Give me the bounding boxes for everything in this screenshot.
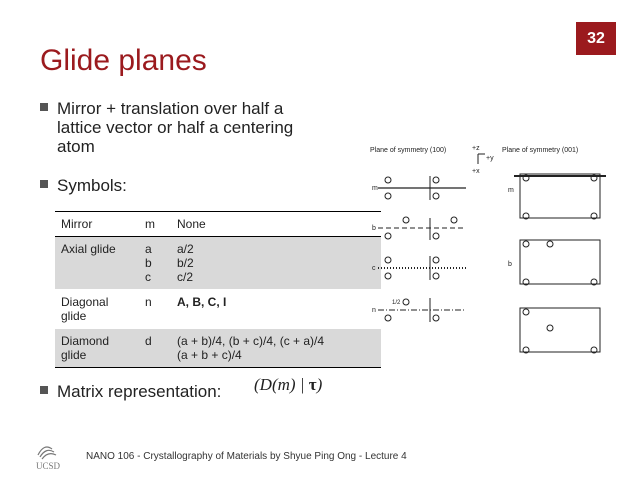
logo-text: UCSD [36, 461, 61, 471]
row-symbol: a b c [139, 237, 171, 290]
label-b-001: b [508, 261, 512, 268]
atom-circle [403, 299, 409, 305]
bullet-matrix: Matrix representation: [40, 382, 221, 401]
row-name: Mirror [55, 212, 139, 237]
row-translation: (a + b)/4, (b + c)/4, (c + a)/4 (a + b + c)/4 [171, 329, 381, 368]
atom-circle [385, 257, 391, 263]
bullet-marker [40, 180, 48, 188]
row-translation: None [171, 212, 381, 237]
ucsd-logo-icon [30, 441, 75, 471]
axis-x-label: +x [472, 168, 480, 175]
atom-circle [403, 217, 409, 223]
matrix-formula: (D(m) | τ) [254, 375, 323, 394]
atom-circle [547, 241, 553, 247]
atom-circle [523, 241, 529, 247]
cell-rect [520, 308, 600, 352]
cell-rect [520, 174, 600, 218]
label-m-001: m [508, 187, 514, 194]
bullet-marker [40, 103, 48, 111]
row-translation: a/2 b/2 c/2 [171, 237, 381, 290]
atom-circle [385, 315, 391, 321]
glide-symbol-table [55, 211, 381, 368]
label-n: n [372, 307, 376, 314]
cell-rect [520, 240, 600, 284]
label-m: m [372, 185, 378, 192]
table-row [55, 290, 381, 329]
row-name: Axial glide [55, 237, 139, 290]
atom-circle [433, 257, 439, 263]
footer-text: NANO 106 - Crystallography of Materials by Shyue Ping Ong - Lecture 4 [86, 451, 407, 462]
atom-circle [385, 193, 391, 199]
slide-title: Glide planes [40, 44, 207, 77]
atom-circle [451, 217, 457, 223]
atom-circle [385, 177, 391, 183]
atom-circle [523, 309, 529, 315]
row-name: Diamond glide [55, 329, 139, 368]
atom-circle [433, 233, 439, 239]
row-symbol: d [139, 329, 171, 368]
atom-circle [433, 315, 439, 321]
bullet-marker [40, 386, 48, 394]
row-symbol: m [139, 212, 171, 237]
atom-circle [547, 325, 553, 331]
row-translation: A, B, C, I [171, 290, 381, 329]
label-c: c [372, 265, 376, 272]
axis-z-label: +z [472, 145, 480, 152]
axis-y-label: +y [486, 155, 494, 162]
slide-number: 32 [576, 22, 616, 55]
table-row [55, 237, 381, 290]
label-b: b [372, 225, 376, 232]
plane-100-label: Plane of symmetry (100) [370, 147, 447, 154]
table-row [55, 212, 381, 237]
plane-001-label: Plane of symmetry (001) [502, 147, 579, 154]
atom-circle [433, 273, 439, 279]
atom-circle [433, 177, 439, 183]
logo-wave [42, 454, 56, 459]
atom-circle [385, 273, 391, 279]
bullet-symbols: Symbols: [40, 176, 127, 195]
row-name: Diagonal glide [55, 290, 139, 329]
bullet-glide-definition: Mirror + translation over half a lattice vector or half a centering atom [40, 99, 327, 156]
half-label: 1/2 [392, 300, 401, 306]
row-symbol: n [139, 290, 171, 329]
glide-plane-diagram [368, 140, 618, 360]
atom-circle [385, 233, 391, 239]
table-row [55, 329, 381, 368]
atom-circle [433, 193, 439, 199]
